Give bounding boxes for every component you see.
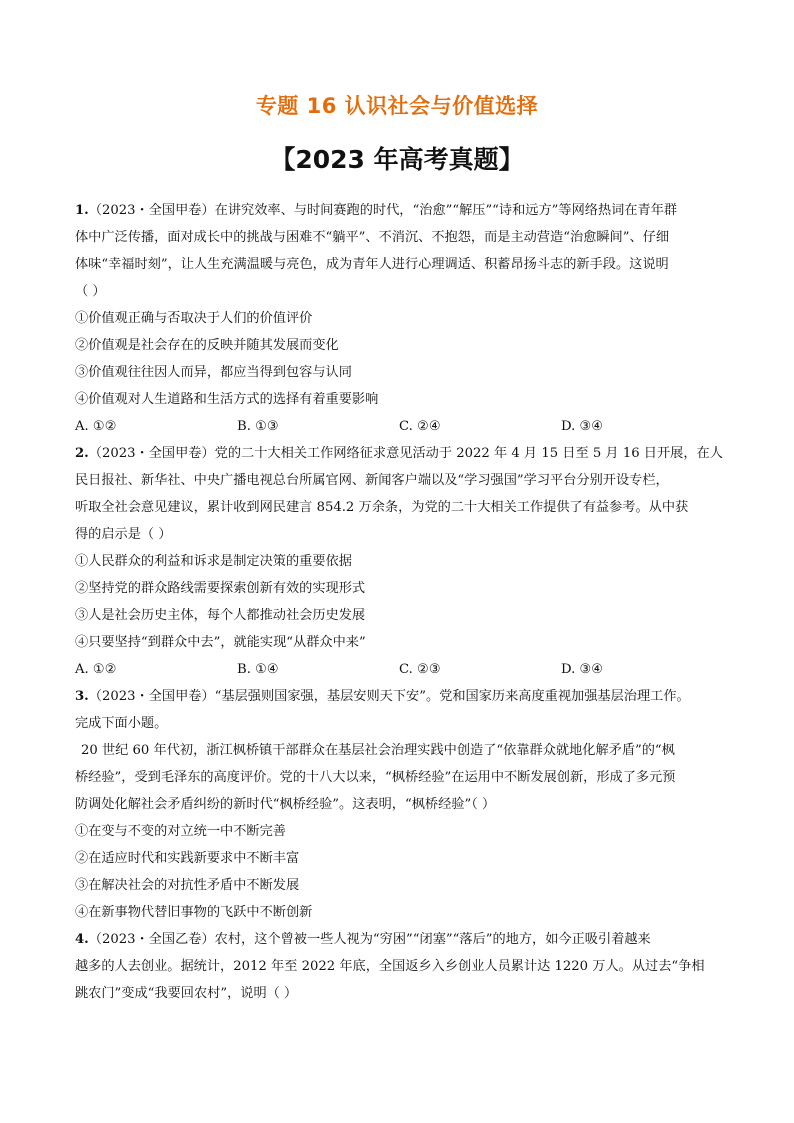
statement-4: ④只要坚持“到群众中去”，就能实现“从群众中来” [75,635,366,650]
option-a: A. ①② [75,662,117,677]
question-1-line-3: 体味“幸福时刻”，让人生充满温暖与亮色，成为青年人进行心理调适、积蓄昂扬斗志的新手段。这说明 [75,257,669,272]
statement-4: ④价值观对人生道路和生活方式的选择有着重要影响 [75,392,379,407]
statement-2: ②价值观是社会存在的反映并随其发展而变化 [75,338,339,353]
question-stem-text: （2023・全国甲卷）“基层强则国家强，基层安则天下安”。党和国家历来高度重视加强基层治理工作。 [88,689,690,704]
question-stem-text: （2023・全国乙卷）农村，这个曾被一些人视为“穷困”“闭塞”“落后”的地方，如今正吸引着越来 [88,932,651,947]
question-4-line-3: 跳农门”变成“我要回农村”，说明（ ） [75,986,298,1001]
passage-line-3: 防调处化解社会矛盾纠纷的新时代“枫桥经验”。这表明，“枫桥经验”（ ） [75,797,496,812]
statement-2: ②在适应时代和实践新要求中不断丰富 [75,851,300,866]
question-2 [75,440,725,683]
question-number: 2. [75,446,89,461]
statement-4: ④在新事物代替旧事物的飞跃中不断创新 [75,905,313,920]
question-1-line-1 [75,197,725,224]
passage-line-1: 20 世纪 60 年代初，浙江枫桥镇干部群众在基层社会治理实践中创造了“依靠群众就地化解矛盾”的“枫 [81,743,675,758]
question-1 [75,197,725,440]
page-title: 专题 16 认识社会与价值选择 [255,94,539,118]
question-number: 3. [75,689,89,704]
answer-options [75,656,725,683]
question-3 [75,683,725,926]
statement-1: ①在变与不变的对立统一中不断完善 [75,824,286,839]
option-d: D. ③④ [561,419,604,434]
option-b: B. ①③ [237,419,279,434]
question-number: 1. [75,203,89,218]
statement-3: ③价值观往往因人而异，都应当得到包容与认同 [75,365,352,380]
option-b: B. ①④ [237,662,279,677]
statement-3: ③在解决社会的对抗性矛盾中不断发展 [75,878,300,893]
question-stem-text: （2023・全国甲卷）在讲究效率、与时间赛跑的时代，“治愈”“解压”“诗和远方”等网络热词在青年群 [88,203,678,218]
question-2-line-1 [75,440,725,467]
section-heading: 【2023 年高考真题】 [270,145,524,174]
question-4 [75,926,725,1007]
question-3-line-2: 完成下面小题。 [75,716,168,731]
question-2-line-4: 得的启示是（ ） [75,527,172,542]
question-1-line-4: （ ） [75,284,106,299]
answer-options [75,413,725,440]
option-a: A. ①② [75,419,117,434]
question-4-line-2: 越多的人去创业。据统计，2012 年至 2022 年底，全国返乡入乡创业人员累计达 1220 万人。从过去“争相 [75,959,705,974]
question-list [75,197,725,1007]
question-2-line-2: 民日报社、新华社、中央广播电视总台所属官网、新闻客户端以及“学习强国”学习平台分别开设专栏， [75,473,669,488]
passage-line-2: 桥经验”，受到毛泽东的高度评价。党的十八大以来，“枫桥经验”在运用中不断发展创新，形成了多元预 [75,770,676,785]
option-c: C. ②④ [399,419,441,434]
question-1-line-2: 体中广泛传播，面对成长中的挑战与困难不“躺平”、不消沉、不抱怨，而是主动营造“治愈瞬间”、仔细 [75,230,670,245]
statement-3: ③人是社会历史主体，每个人都推动社会历史发展 [75,608,366,623]
statement-1: ①价值观正确与否取决于人们的价值评价 [75,311,313,326]
statement-1: ①人民群众的利益和诉求是制定决策的重要依据 [75,554,352,569]
question-number: 4. [75,932,89,947]
option-c: C. ②③ [399,662,441,677]
statement-2: ②坚持党的群众路线需要探索创新有效的实现形式 [75,581,366,596]
question-4-line-1 [75,926,725,953]
question-2-line-3: 听取全社会意见建议，累计收到网民建言 854.2 万余条，为党的二十大相关工作提供了有益参考。从中获 [75,500,689,515]
question-3-line-1 [75,683,725,710]
option-d: D. ③④ [561,662,604,677]
question-stem-text: （2023・全国甲卷）党的二十大相关工作网络征求意见活动于 2022 年 4 月 15 日至 5 月 16 日开展，在人 [88,446,723,461]
